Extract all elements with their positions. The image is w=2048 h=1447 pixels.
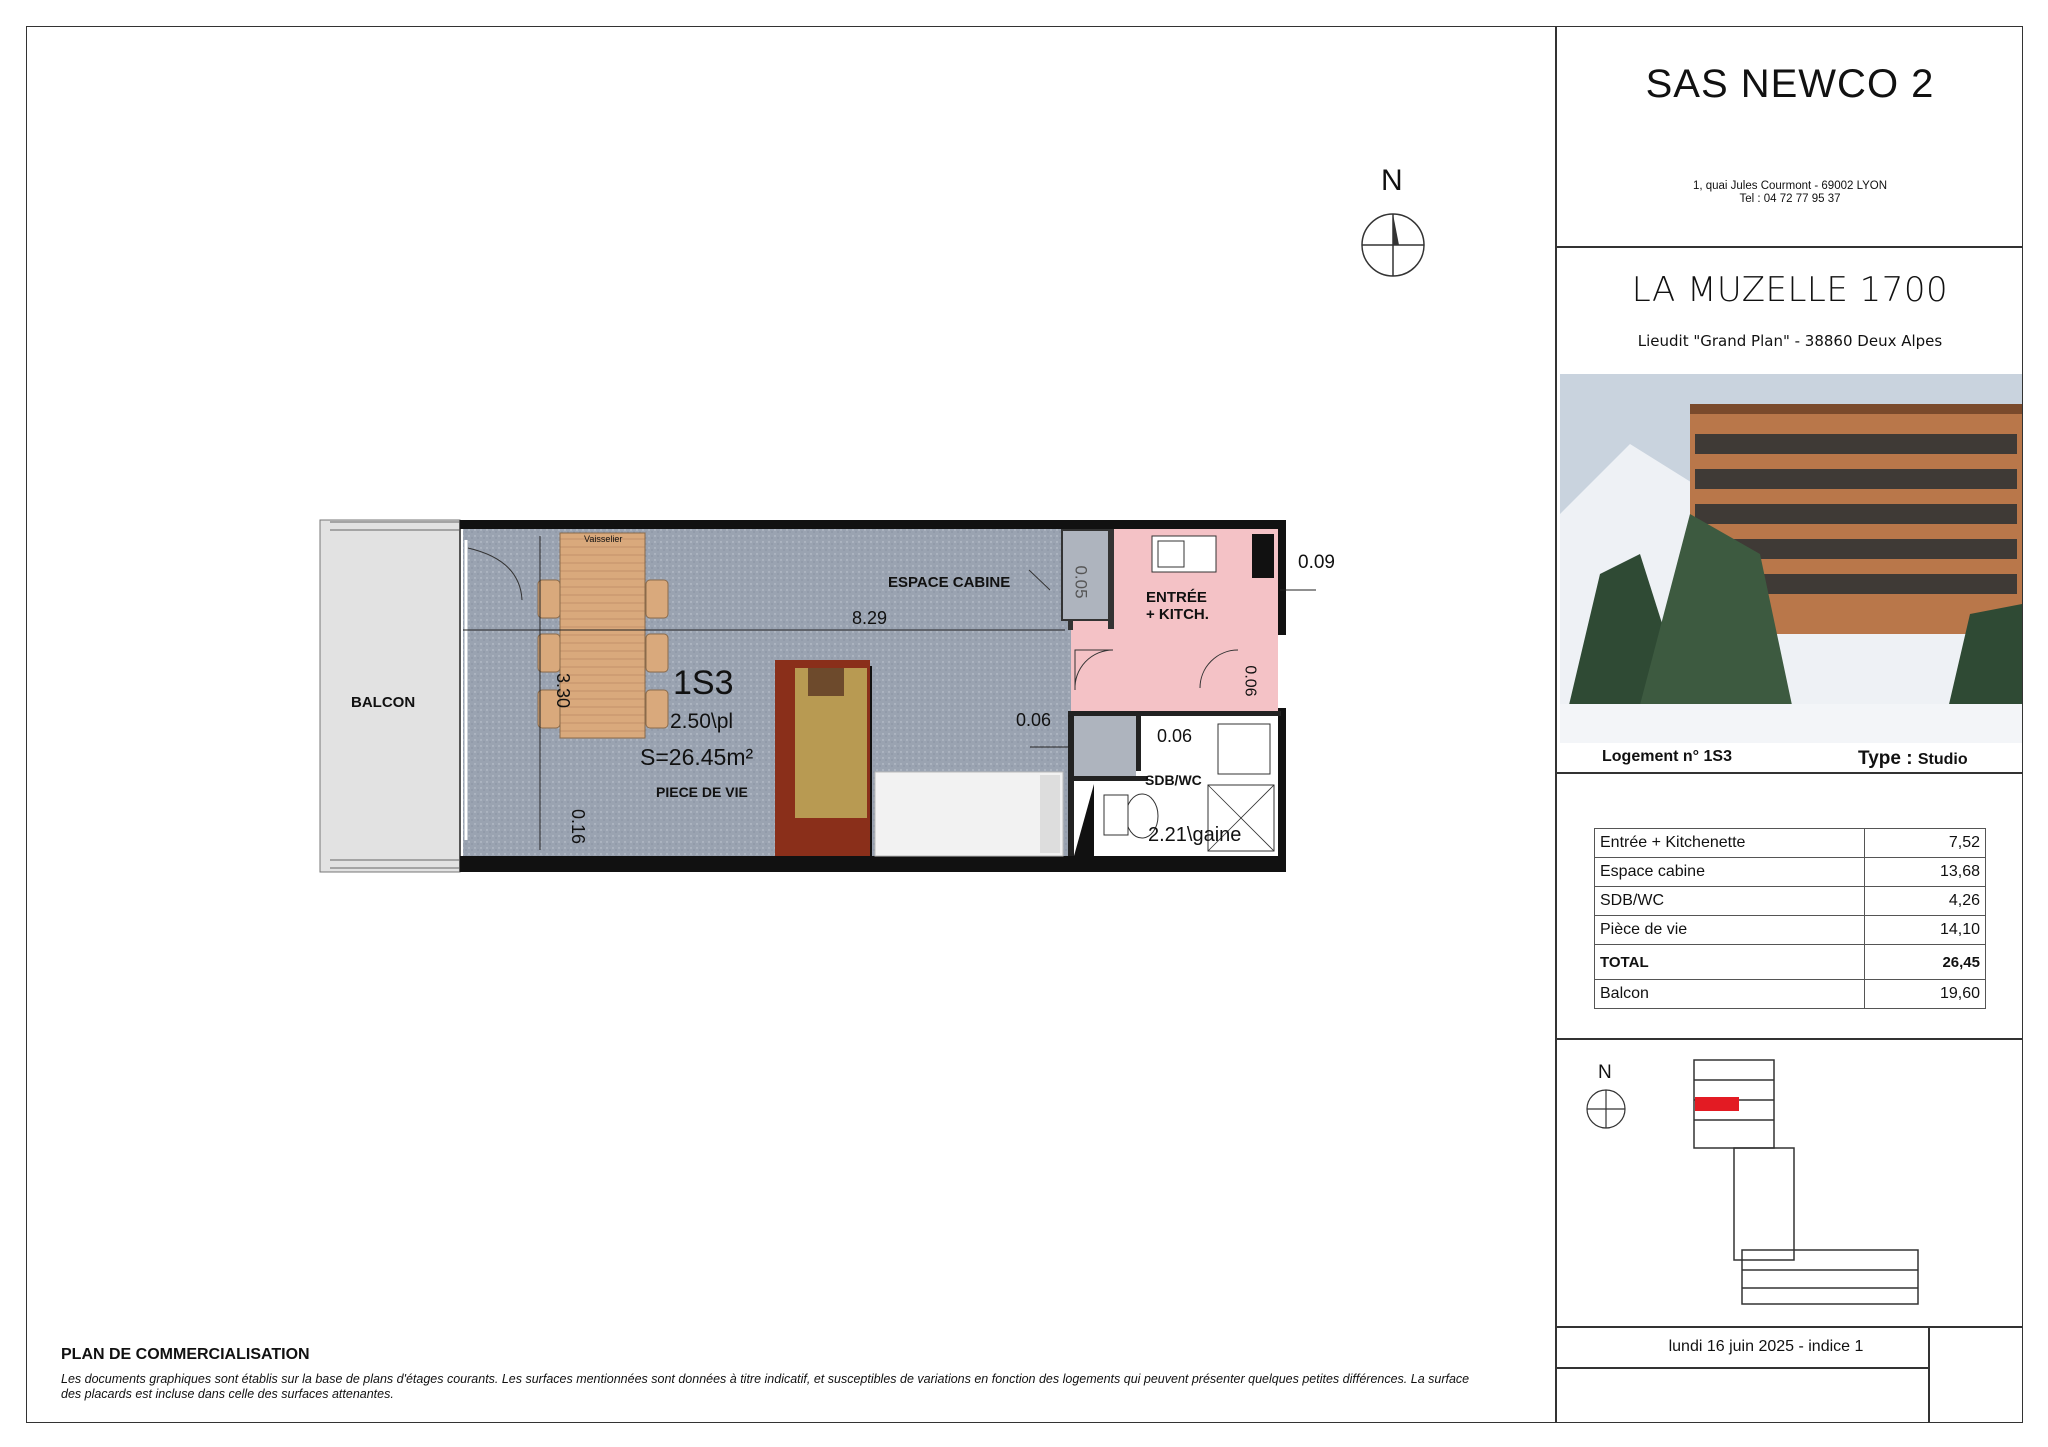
dim-006-a: 0.06 — [1016, 710, 1052, 730]
project-name: LA MUZELLE 1700 — [1631, 270, 1949, 310]
surface-value: 13,68 — [1865, 858, 1986, 887]
surface-name: SDB/WC — [1595, 887, 1865, 916]
disclaimer-text: Les documents graphiques sont établis sur la base de plans d'étages courants. Les surfaces mentionnées sont données à titre indicatif, et susceptibles de variations en fonction des logements qui peuvent présenter quelques petites différences. La surface des placards est incluse dans celle des surfaces attenantes. — [61, 1372, 1470, 1401]
lot-number: Logement n° 1S3 — [1602, 748, 1732, 765]
dim-005: 0.05 — [1071, 565, 1091, 599]
entree-label-line1: ENTRÉE — [1146, 589, 1207, 606]
table-row — [1595, 858, 1986, 887]
piece-de-vie-label: PIECE DE VIE — [656, 784, 748, 800]
dim-330: 3.30 — [553, 672, 574, 709]
lot-places-label: 2.50\pl — [670, 710, 734, 733]
outer-wall-bottom — [460, 856, 1285, 872]
north-label-small: N — [1598, 1062, 1612, 1083]
disclaimer-title: PLAN DE COMMERCIALISATION — [61, 1346, 310, 1363]
gaine-label: 2.21\gaine — [1148, 824, 1242, 846]
surface-name: TOTAL — [1595, 945, 1865, 980]
balcon-label: BALCON — [351, 694, 416, 711]
unit-highlight — [1695, 1097, 1739, 1111]
address-line-2: Tel : 04 72 77 95 37 — [1739, 193, 1841, 205]
outer-wall-right-bottom — [1278, 708, 1286, 872]
building-photo-illustration — [1560, 374, 2022, 743]
table-row-total — [1595, 945, 1986, 980]
surfaces-table — [1594, 828, 1986, 1009]
lot-code-label: 1S3 — [673, 664, 734, 702]
dim-016: 0.16 — [568, 808, 589, 845]
outer-wall-right-top — [1278, 520, 1286, 635]
surface-value: 4,26 — [1865, 887, 1986, 916]
building-photo — [1560, 374, 2022, 743]
surface-value: 26,45 — [1865, 945, 1986, 980]
table-row — [1595, 887, 1986, 916]
espace-cabine-label: ESPACE CABINE — [888, 574, 1011, 591]
table-row — [1595, 829, 1986, 858]
table-row — [1595, 980, 1986, 1009]
revision-date: lundi 16 juin 2025 - indice 1 — [1668, 1338, 1864, 1355]
lot-type-value: Studio — [1917, 751, 1968, 768]
surface-value: 7,52 — [1865, 829, 1986, 858]
dim-829: 8.29 — [852, 608, 888, 628]
surface-name: Balcon — [1595, 980, 1865, 1009]
address-line-1: 1, quai Jules Courmont - 69002 LYON — [1692, 180, 1888, 192]
outer-wall-top — [460, 520, 1285, 529]
company-address — [1560, 180, 2020, 206]
building-key-plan — [1694, 1060, 1918, 1304]
lot-surface-label: S=26.45m² — [640, 744, 754, 770]
surface-name: Espace cabine — [1595, 858, 1865, 887]
project-locality: Lieudit "Grand Plan" - 38860 Deux Alpes — [1637, 332, 1943, 350]
lot-type-label: Type : — [1858, 748, 1918, 769]
company-name: SAS NEWCO 2 — [1645, 62, 1935, 106]
dim-006-b: 0.06 — [1157, 726, 1193, 746]
dim-006-c: 0.06 — [1241, 665, 1259, 697]
vaisselier-label: Vaisselier — [584, 534, 623, 544]
surface-name: Pièce de vie — [1595, 916, 1865, 945]
dim-009: 0.09 — [1298, 552, 1335, 573]
entree-label-line2: + KITCH. — [1146, 606, 1209, 623]
surface-value: 19,60 — [1865, 980, 1986, 1009]
surface-value: 14,10 — [1865, 916, 1986, 945]
north-label: N — [1381, 164, 1403, 197]
surface-name: Entrée + Kitchenette — [1595, 829, 1865, 858]
sdb-label: SDB/WC — [1145, 772, 1202, 788]
bathroom-sink — [1218, 724, 1270, 774]
table-row — [1595, 916, 1986, 945]
lot-type — [1858, 748, 1968, 770]
